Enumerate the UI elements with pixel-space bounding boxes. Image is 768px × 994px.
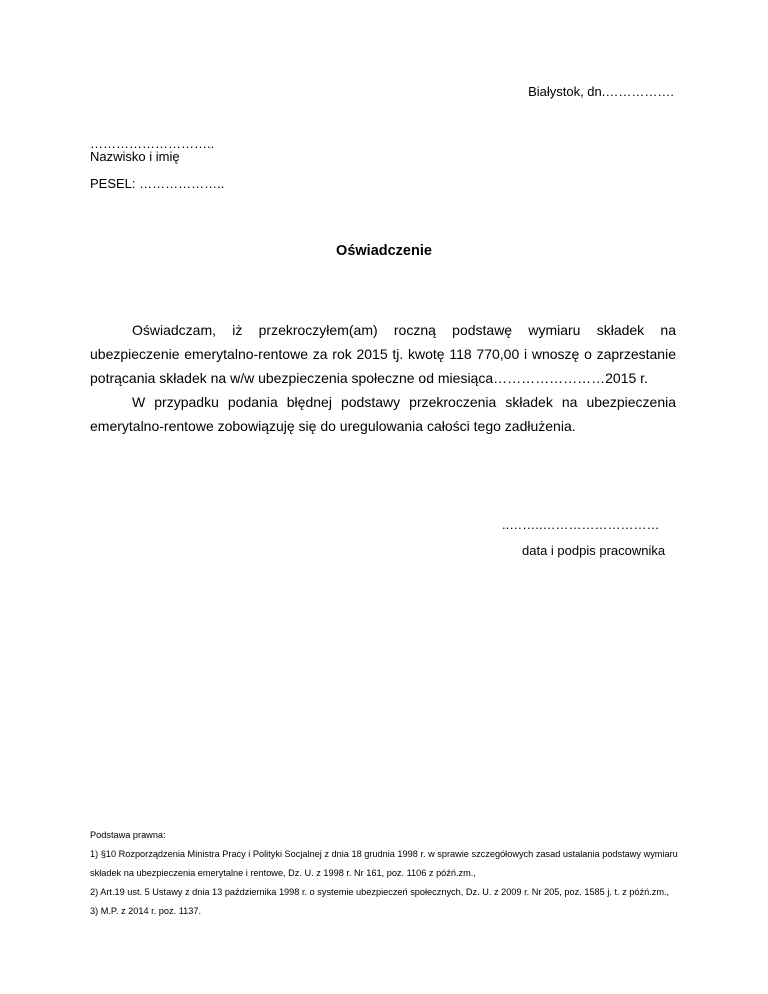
document-title: Oświadczenie [336, 243, 432, 259]
statement-paragraph-2: W przypadku podania błędnej podstawy przekroczenia składek na ubezpieczenia emerytalno-rentowe zobowiązuję się do uregulowania całości tego zadłużenia. [90, 394, 676, 434]
footnote-line: 3) M.P. z 2014 r. poz. 1137. [90, 906, 201, 916]
pesel-line: PESEL: ……………….. [90, 176, 225, 191]
signature-dots-field: ..……..……………………… [502, 517, 660, 532]
signature-label: data i podpis pracownika [522, 543, 666, 558]
place-date-line: Białystok, dn.……………. [528, 84, 674, 99]
name-dots-field: ……………………….. [90, 136, 215, 151]
legal-basis-footnotes [90, 826, 690, 921]
footnote-line: składek na ubezpieczenia emerytalne i rentowe, Dz. U. z 1998 r. Nr 161, poz. 1106 z późń.zm., [90, 868, 476, 878]
footnote-line: 1) §10 Rozporządzenia Ministra Pracy i Polityki Socjalnej z dnia 18 grudnia 1998 r. w sprawie szczegółowych zasad ustalania podstawy wymiaru [90, 849, 678, 859]
statement-body [90, 318, 676, 438]
footnotes-heading: Podstawa prawna: [90, 830, 166, 840]
statement-paragraph-1: Oświadczam, iż przekroczyłem(am) roczną podstawę wymiaru składek na ubezpieczenie emerytalno-rentowe za rok 2015 tj. kwotę 118 770,00 i wnoszę o zaprzestanie potrącania składek na w/w ubezpieczenia społeczne od miesiąca……………………2015 r. [90, 322, 676, 386]
name-label: Nazwisko i imię [90, 149, 180, 164]
footnote-line: 2) Art.19 ust. 5 Ustawy z dnia 13 października 1998 r. o systemie ubezpieczeń społecznych, Dz. U. z 2009 r. Nr 205, poz. 1585 j. t. z późń.zm., [90, 887, 670, 897]
